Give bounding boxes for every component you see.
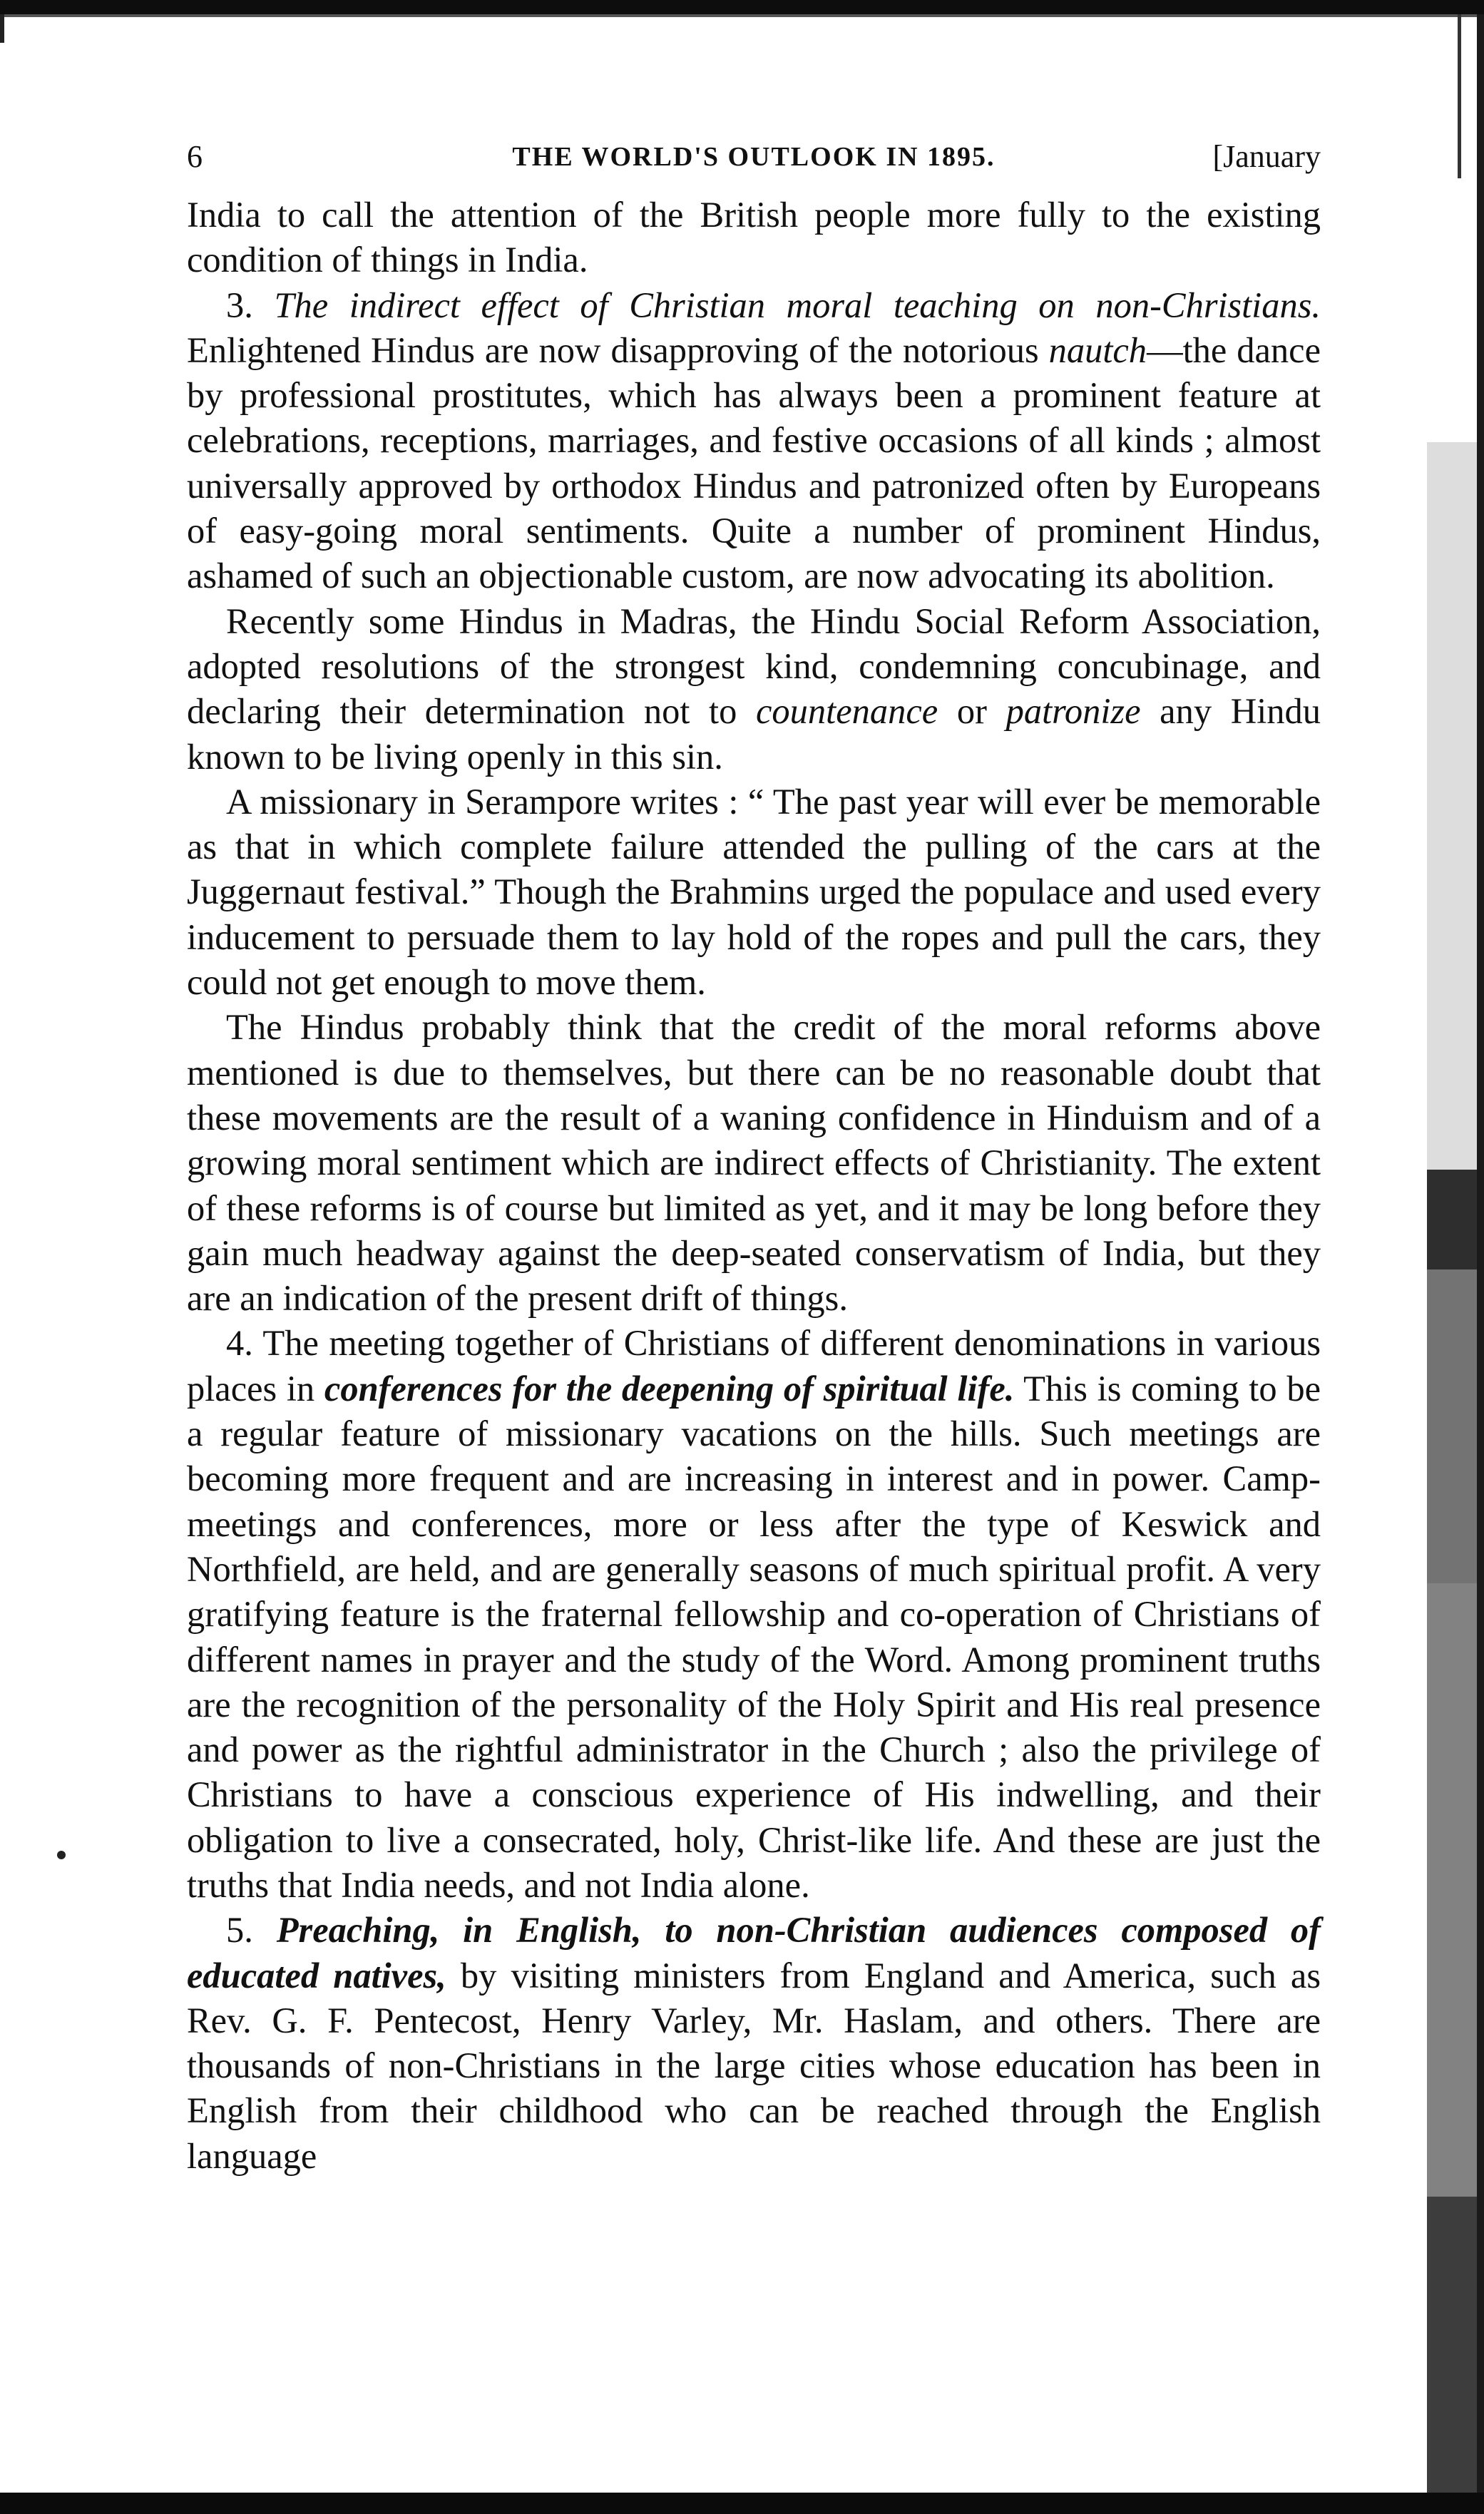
- text-run: —the dance by professional prostitutes, which has always been a prominent feature at celebrations, receptions, marriages, and festive occasions of all kinds ; almost universally approved by orthodox Hindus and patronized often by Europeans of easy-going moral sentiments. Quite a number of prominent Hindus, ashamed of such an objectionable custom, are now advocating its abolition.: [187, 329, 1321, 596]
- scan-border-top-inner: [0, 14, 1484, 17]
- text-run: 3.: [226, 285, 275, 325]
- scan-border-right-inner: [1458, 14, 1461, 178]
- book-page: [187, 136, 1321, 2179]
- text-run: any Hindu known to be living openly in this sin.: [187, 691, 1321, 777]
- emphasis-run: countenance: [756, 691, 938, 732]
- page-number: 6: [187, 139, 203, 174]
- running-date: [January: [1212, 139, 1321, 174]
- scan-border-right: [1477, 14, 1484, 2514]
- text-run: by visiting ministers from England and America, such as Rev. G. F. Pentecost, Henry Varley, Mr. Haslam, and others. There are thousands of non-Christians in the large cities whose education has been in English from their childhood who can be reached through the English language: [187, 1955, 1321, 2176]
- emphasis-run: nautch: [1048, 329, 1147, 370]
- emphasis-run: patronize: [1005, 691, 1141, 732]
- paragraph: [187, 599, 1321, 780]
- paragraph: [187, 1908, 1321, 2179]
- text-run: 5.: [226, 1910, 277, 1951]
- scan-speck: [57, 1851, 66, 1859]
- emphasis-run: conferences for the deepening of spiritual life.: [324, 1368, 1015, 1409]
- paragraph: [187, 193, 1321, 283]
- scan-edge-shadow: [1427, 1170, 1477, 1269]
- paragraph: [187, 1321, 1321, 1908]
- text-run: Recently some Hindus in Madras, the Hindu Social Reform Association, adopted resolutions of the strongest kind, condemning concubinage, and declaring their determination not to: [187, 601, 1321, 732]
- text-run: This is coming to be a regular feature of missionary vacations on the hills. Such meetings are becoming more frequent and are increasing in interest and in power. Camp-meetings and conferences, more or less after the type of Keswick and Northfield, are held, and are generally seasons of much spiritual profit. A very gratifying feature is the fraternal fellowship and co-operation of Christians of different names in prayer and the study of the Word. Among prominent truths are the recognition of the personality of the Holy Spirit and His real presence and power as the rightful administrator in the Church ; also the privilege of Christians to have a conscious experience of His indwelling, and their obligation to live a consecrated, holy, Christ-like life. And these are just the truths that India needs, and not India alone.: [187, 1368, 1321, 1905]
- scan-edge-shadow: [1427, 2197, 1477, 2496]
- scan-edge-shadow: [1427, 1269, 1477, 2197]
- scan-border-top: [0, 0, 1484, 14]
- text-run: 4. The meeting together of Christians of different denominations in various places in: [187, 1323, 1321, 1409]
- scan-border-left-mark: [0, 14, 4, 43]
- text-run: India to call the attention of the British people more fully to the existing condition of things in India.: [187, 195, 1321, 280]
- paragraph: [187, 1005, 1321, 1321]
- text-run: The Hindus probably think that the credit of the moral reforms above mentioned is due to themselves, but there can be no reasonable doubt that these movements are the result of a waning confidence in Hinduism and of a growing moral sentiment which are indirect effects of Christianity. The extent of these reforms is of course but limited as yet, and it may be long before they gain much headway against the deep-seated conservatism of India, but they are an indication of the present drift of things.: [187, 1007, 1321, 1319]
- scan-border-bottom: [0, 2493, 1484, 2514]
- text-run: Enlightened Hindus are now disapproving of the notorious: [187, 329, 1049, 370]
- running-head: [187, 136, 1321, 193]
- emphasis-run: The indirect effect of Christian moral teaching on non-Christians.: [274, 285, 1321, 325]
- paragraph: [187, 283, 1321, 599]
- text-run: A missionary in Serampore writes : “ The past year will ever be memorable as that in which complete failure attended the pulling of the cars at the Juggernaut festival.” Though the Brahmins urged the populace and used every inducement to persuade them to lay hold of the ropes and pull the cars, they could not get enough to move them.: [187, 781, 1321, 1003]
- body-text: [187, 193, 1321, 2179]
- running-title: THE WORLD'S OUTLOOK IN 1895.: [512, 142, 996, 172]
- emphasis-run: Preaching, in English, to non-Christian audiences composed of educated natives,: [187, 1910, 1321, 1996]
- text-run: or: [938, 691, 1006, 732]
- paragraph: [187, 780, 1321, 1005]
